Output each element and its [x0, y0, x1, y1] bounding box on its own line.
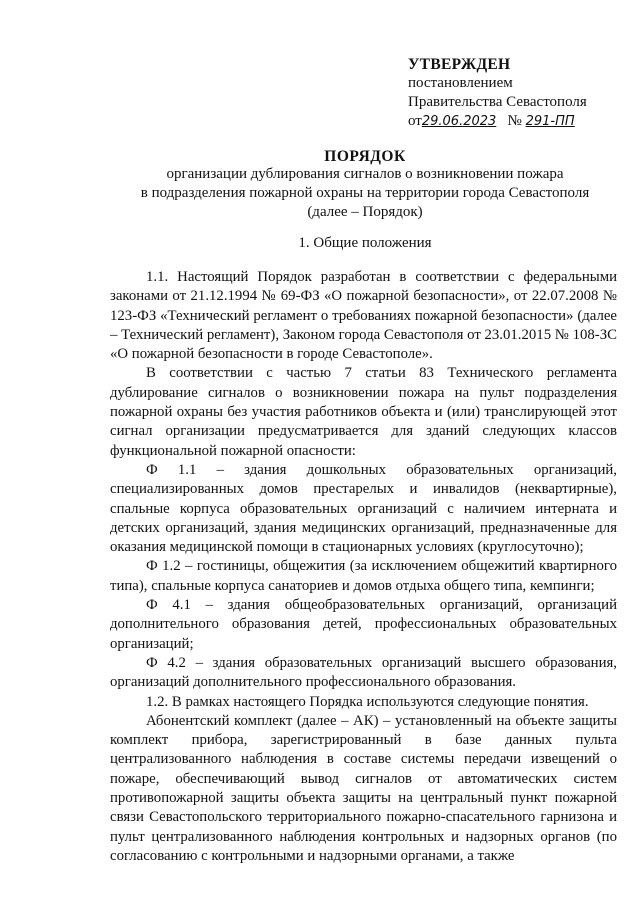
- paragraph: Ф 1.1 – здания дошкольных образовательных организаций, специализированных домов престарелых и инвалидов (неквартирные), спальные корпуса образовательных организаций с наличием интерната и детских организаций, здания медицинских организаций, предназначенные для оказания медицинской помощи в стационарных условиях (круглосуточно);: [110, 461, 617, 556]
- approval-stamp: [408, 55, 633, 131]
- paragraph: В соответствии с частью 7 статьи 83 Технического регламента дублирование сигналов о возникновении пожара на пульт подразделения пожарной охраны без участия работников объекта и (или) транслирующей этот сигнал организации предусматривается для зданий следующих классов функциональной пожарной опасности:: [110, 365, 617, 459]
- paragraph: Абонентский комплект (далее – АК) – установленный на объекте защиты комплект прибора, зарегистрированный в базе данных пульта централизованного наблюдения в составе системы передачи извещений о пожаре, обеспечивающий вывод сигналов от автоматических систем противопожарной защиты объекта защиты на центральный пункт пожарной связи Севастопольского территориального пожарно-спасательного гарнизона и пульт централизованного наблюдения контрольных и надзорных органов (по согласованию с контрольными и надзорными органами, а также: [110, 712, 617, 864]
- approval-date-prefix: от: [408, 113, 422, 129]
- document-subtitle-3: (далее – Порядок): [307, 204, 423, 220]
- approval-date-line: [408, 112, 633, 131]
- approval-number-handwritten: 291-ПП: [525, 114, 575, 129]
- paragraph: Ф 4.1 – здания общеобразовательных организаций, организаций дополнительного образования детей, профессиональных образовательных организаций;: [110, 597, 617, 652]
- approval-number-prefix: №: [507, 113, 522, 129]
- document-subtitle-2: в подразделения пожарной охраны на территории города Севастополя: [140, 185, 590, 201]
- approval-heading: УТВЕРЖДЕН: [408, 56, 511, 73]
- document-body: [110, 268, 617, 866]
- paragraph: Ф 1.2 – гостиницы, общежития (за исключением общежитий квартирного типа), спальные корпуса санаториев и домов отдыха общего типа, кемпинги;: [110, 558, 617, 594]
- paragraph: 1.2. В рамках настоящего Порядка используются следующие понятия.: [146, 693, 589, 710]
- section-heading: 1. Общие положения: [298, 235, 432, 251]
- approval-line-2: Правительства Севастополя: [408, 94, 587, 110]
- paragraph: Ф 4.2 – здания образовательных организаций высшего образования, организаций дополнительного профессионального образования.: [110, 654, 617, 691]
- paragraph: 1.1. Настоящий Порядок разработан в соответствии с федеральными законами от 21.12.1994 № 69-ФЗ «О пожарной безопасности», от 22.07.2008 № 123-ФЗ «Технический регламент о требованиях пожарной безопасности» (далее – Технический регламент), Законом города Севастополя от 23.01.2015 № 108-ЗС «О пожарной безопасности в городе Севастополе».: [110, 269, 618, 363]
- document-subtitle-1: организации дублирования сигналов о возникновении пожара: [166, 166, 564, 182]
- approval-line-1: постановлением: [408, 75, 513, 91]
- approval-date-handwritten: 29.06.2023: [421, 114, 497, 129]
- document-title: ПОРЯДОК: [324, 148, 406, 165]
